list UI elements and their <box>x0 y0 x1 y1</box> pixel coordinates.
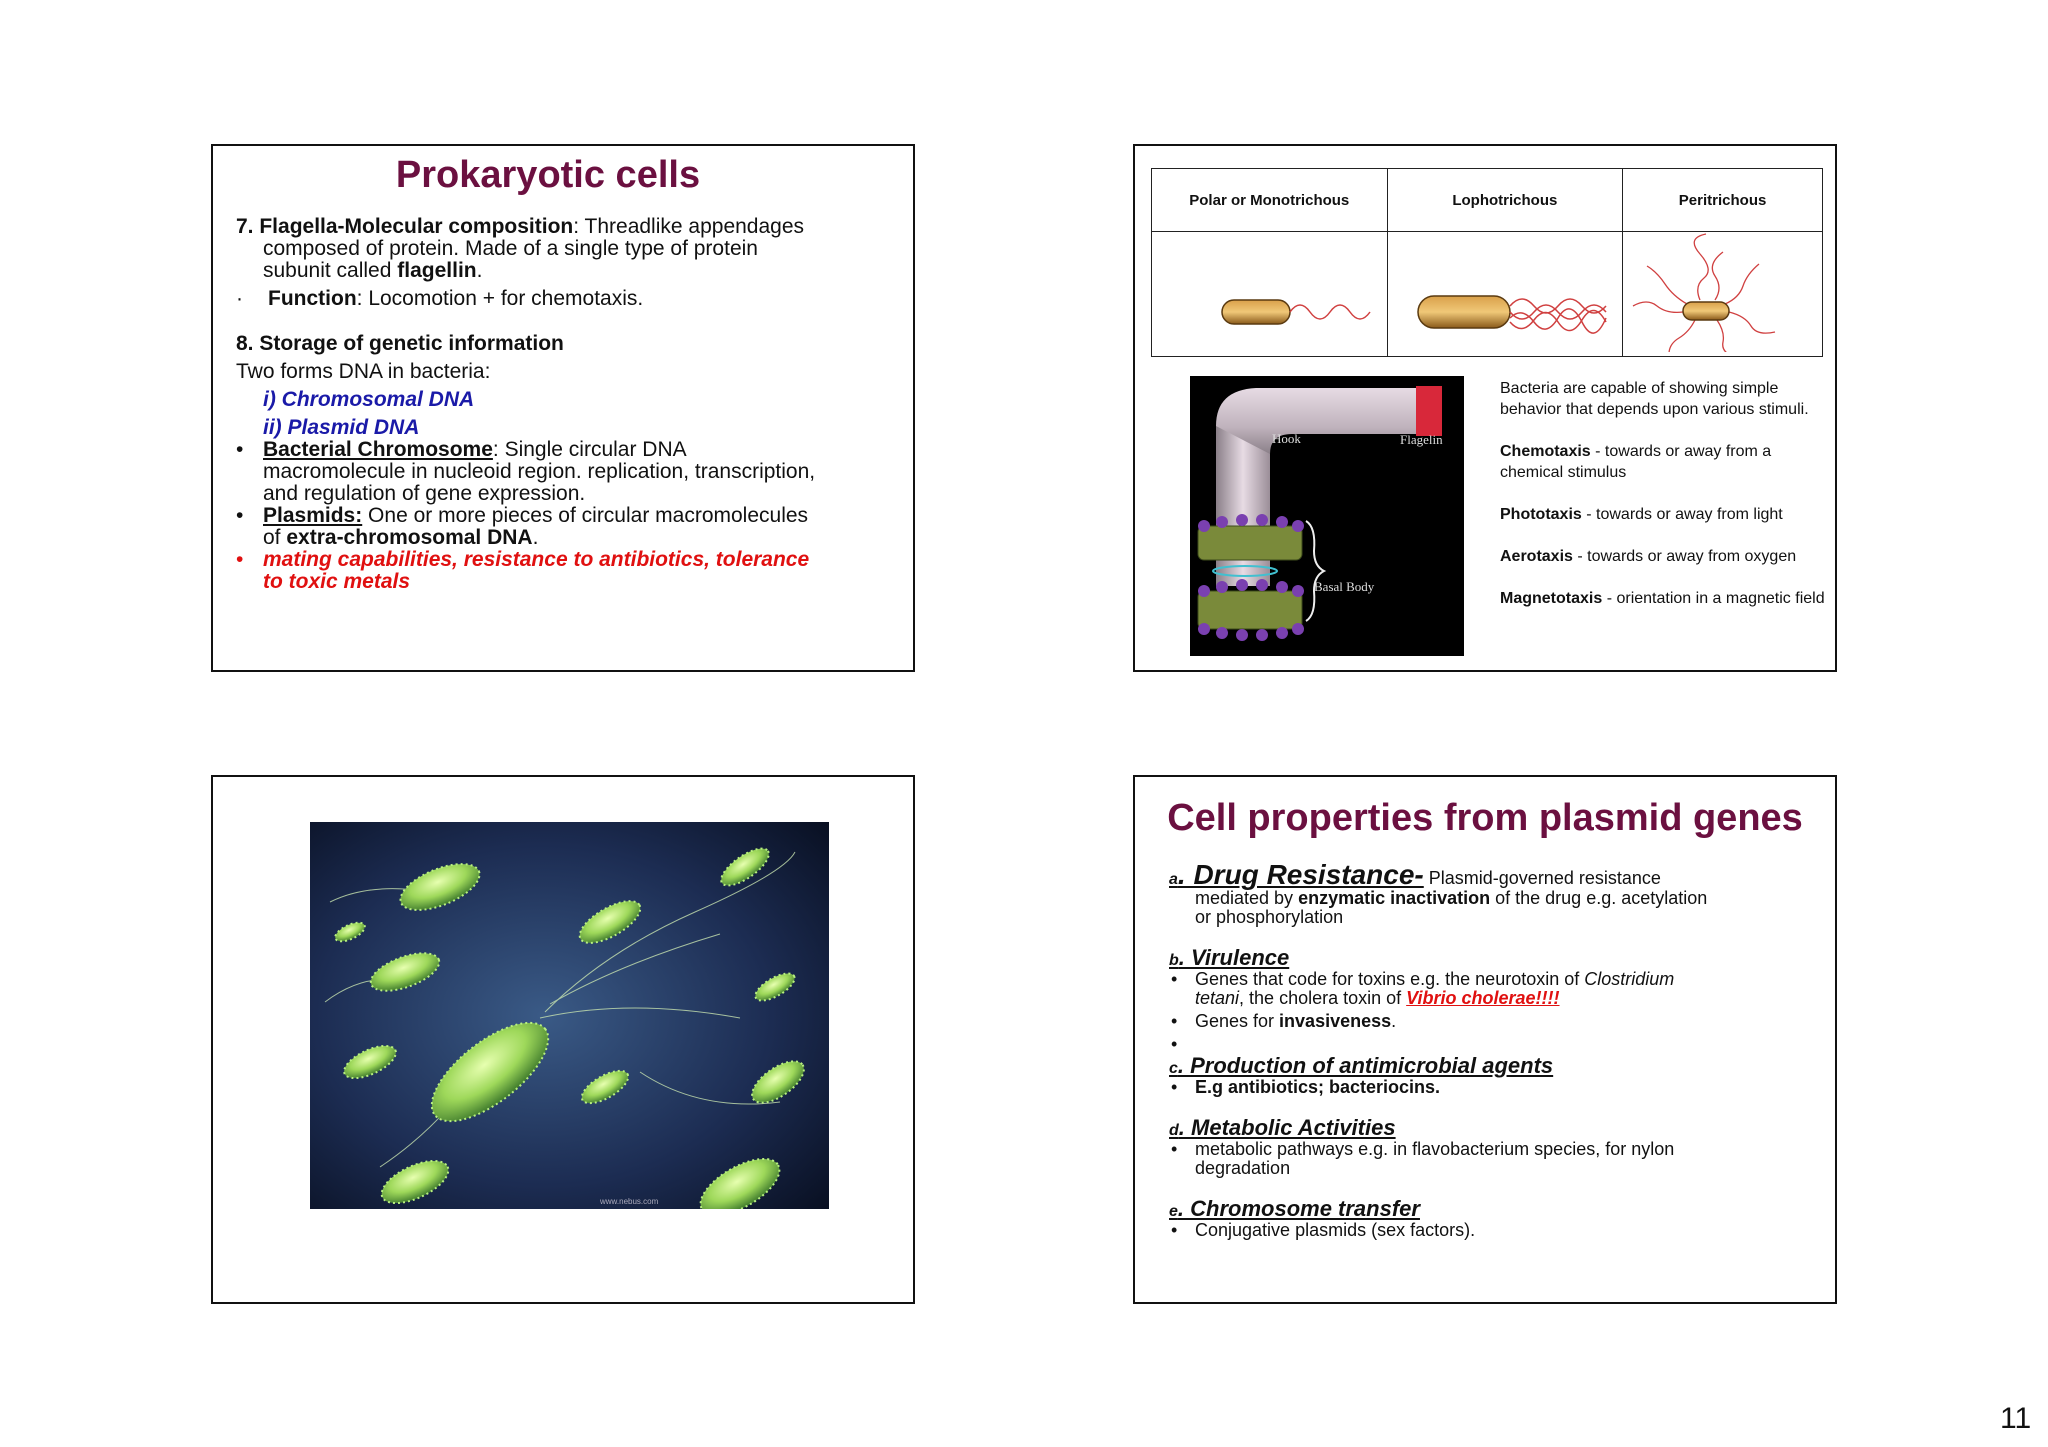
peritrichous-bacterium-illustration <box>1623 232 1823 357</box>
section-d-heading <box>1169 1115 1809 1140</box>
plasmids-bullet <box>236 505 896 527</box>
section-a-line-2 <box>1169 889 1809 908</box>
tetani-term: tetani <box>1195 988 1240 1008</box>
hook-label: Hook <box>1272 431 1301 446</box>
basal-body-label: Basal Body <box>1314 579 1375 594</box>
aerotaxis-term: Aerotaxis <box>1500 548 1573 565</box>
section-c-heading <box>1169 1053 1809 1078</box>
section-d-title: . Metabolic Activities <box>1178 1115 1396 1140</box>
phototaxis-item <box>1500 504 1830 525</box>
invasiveness-term: invasiveness <box>1279 1011 1392 1031</box>
chemotaxis-item <box>1500 441 1830 483</box>
pl-line-2c: . <box>532 526 539 549</box>
item-7-label: 7. Flagella-Molecular composition <box>236 215 574 238</box>
plasmids-label: Plasmids: <box>263 504 363 527</box>
plasmid-dna-text: ii) Plasmid DNA <box>263 416 420 439</box>
clostridium-term: Clostridium <box>1584 969 1675 989</box>
item-8 <box>236 333 896 355</box>
item-8-line: Two forms DNA in bacteria: <box>236 360 491 383</box>
section-b-heading <box>1169 945 1809 970</box>
section-c-title: . Production of antimicrobial agents <box>1177 1053 1554 1078</box>
header-peritrichous: Peritrichous <box>1623 169 1823 232</box>
red-bullet <box>236 549 896 571</box>
section-a-title: . Drug Resistance- <box>1177 859 1424 890</box>
flagellum-structure-image <box>1190 376 1464 656</box>
flagellin-term: flagellin <box>397 259 477 282</box>
bacterial-chromosome-bullet <box>236 439 896 461</box>
section-c-bullet <box>1169 1078 1809 1097</box>
chromosomal-dna <box>236 389 896 411</box>
section-b-letter: b <box>1169 952 1179 969</box>
aerotaxis-desc: - towards or away from oxygen <box>1572 548 1797 565</box>
taxis-description <box>1500 378 1830 630</box>
b-bul2c: . <box>1391 1011 1397 1031</box>
section-c-bullet-text: E.g antibiotics; bacteriocins. <box>1195 1077 1441 1097</box>
item-7-text: : Threadlike appendages <box>573 215 805 238</box>
chemotaxis-desc: - towards or away from a chemical stimulus <box>1500 443 1772 481</box>
slide-body <box>1169 859 1809 1240</box>
a-line-2c: of the drug e.g. acetylation <box>1490 888 1708 908</box>
magnetotaxis-desc: - orientation in a magnetic field <box>1602 590 1825 607</box>
header-lophotrichous: Lophotrichous <box>1387 169 1623 232</box>
vibrio-cholerae-term: Vibrio cholerae!!!! <box>1406 988 1560 1008</box>
red-line-2: to toxic metals <box>263 570 411 593</box>
bc-text: : Single circular DNA <box>492 438 687 461</box>
polar-bacterium-illustration <box>1152 232 1388 357</box>
slide-prokaryotic-cells <box>211 144 915 672</box>
extra-chromosomal-term: extra-chromosomal DNA <box>286 526 533 549</box>
b-bul1d: , the cholera toxin of <box>1239 988 1407 1008</box>
section-b-bullet-1-line-2 <box>1169 989 1809 1008</box>
function-label: Function <box>268 287 357 310</box>
aerotaxis-item <box>1500 546 1830 567</box>
red-line-2-wrap <box>236 571 896 593</box>
chemotaxis-term: Chemotaxis <box>1500 443 1591 460</box>
section-b-bullet-1 <box>1169 970 1809 989</box>
section-a-letter: a <box>1169 871 1178 888</box>
bacteria-illustration <box>310 822 829 1209</box>
slide-title: Cell properties from plasmid genes <box>1167 797 1803 839</box>
slide-bacteria-image <box>211 775 915 1304</box>
section-a-line-3: or phosphorylation <box>1195 907 1344 927</box>
flagella-arrangement-table <box>1151 168 1823 357</box>
function-text: : Locomotion + for chemotaxis. <box>356 287 644 310</box>
section-a <box>1169 859 1809 890</box>
bacterial-chromosome-label: Bacterial Chromosome <box>263 438 493 461</box>
bc-line-2: macromolecule in nucleoid region. replication, transcription, <box>263 460 816 483</box>
item-7-line-3a: subunit called <box>263 259 398 282</box>
magnetotaxis-item <box>1500 588 1830 609</box>
section-b-empty-bullet <box>1169 1035 1809 1054</box>
pl-text: One or more pieces of circular macromolecules <box>362 504 809 527</box>
slide-body <box>236 216 896 593</box>
item-7-line-3c: . <box>476 259 483 282</box>
lophotrichous-bacterium-illustration <box>1387 232 1623 357</box>
magnetotaxis-term: Magnetotaxis <box>1500 590 1603 607</box>
slide-title: Prokaryotic cells <box>395 154 701 196</box>
section-b-title: . Virulence <box>1178 945 1290 970</box>
section-c-letter: c <box>1169 1060 1178 1077</box>
section-e-title: . Chromosome transfer <box>1177 1196 1420 1221</box>
phototaxis-desc: - towards or away from light <box>1581 506 1783 523</box>
enzymatic-inactivation-term: enzymatic inactivation <box>1298 888 1491 908</box>
plasmid-dna <box>236 417 896 439</box>
section-e-bullet <box>1169 1221 1809 1240</box>
phototaxis-term: Phototaxis <box>1500 506 1582 523</box>
item-8-label: 8. Storage of genetic information <box>236 332 564 355</box>
function-line <box>236 288 896 310</box>
section-d-bullet-line-1: metabolic pathways e.g. in flavobacterium species, for nylon <box>1195 1139 1675 1159</box>
section-d-letter: d <box>1169 1122 1179 1139</box>
item-7-line-3 <box>236 260 896 282</box>
item-7 <box>236 216 896 238</box>
header-polar: Polar or Monotrichous <box>1152 169 1388 232</box>
bc-line-3: and regulation of gene expression. <box>263 482 586 505</box>
red-line-1: mating capabilities, resistance to antibiotics, tolerance <box>263 548 810 571</box>
section-e-bullet-text: Conjugative plasmids (sex factors). <box>1195 1220 1476 1240</box>
slide-flagella-types <box>1133 144 1837 672</box>
b-bul2a: Genes for <box>1195 1011 1280 1031</box>
page-number: 11 <box>2000 1402 2032 1435</box>
taxis-intro: Bacteria are capable of showing simple behavior that depends upon various stimuli. <box>1500 380 1809 418</box>
slide-plasmid-properties <box>1133 775 1837 1304</box>
section-e-heading <box>1169 1196 1809 1221</box>
section-b-bullet-2 <box>1169 1012 1809 1031</box>
pl-line-2 <box>236 527 896 549</box>
section-d-bullet-line-2: degradation <box>1195 1158 1291 1178</box>
item-7-line-2: composed of protein. Made of a single type of protein <box>263 237 758 260</box>
section-d-bullet <box>1169 1140 1809 1159</box>
section-e-letter: e <box>1169 1203 1178 1220</box>
flagelin-label: Flagelin <box>1400 432 1443 447</box>
b-bul1a: Genes that code for toxins e.g. the neurotoxin of <box>1195 969 1585 989</box>
image-watermark: www.nebus.com <box>600 1197 659 1206</box>
a-line-2a: mediated by <box>1195 888 1299 908</box>
section-a-text: Plasmid-governed resistance <box>1423 868 1661 888</box>
chromosomal-dna-text: i) Chromosomal DNA <box>263 388 475 411</box>
pl-line-2a: of <box>263 526 287 549</box>
section-a-heading <box>1169 859 1424 890</box>
